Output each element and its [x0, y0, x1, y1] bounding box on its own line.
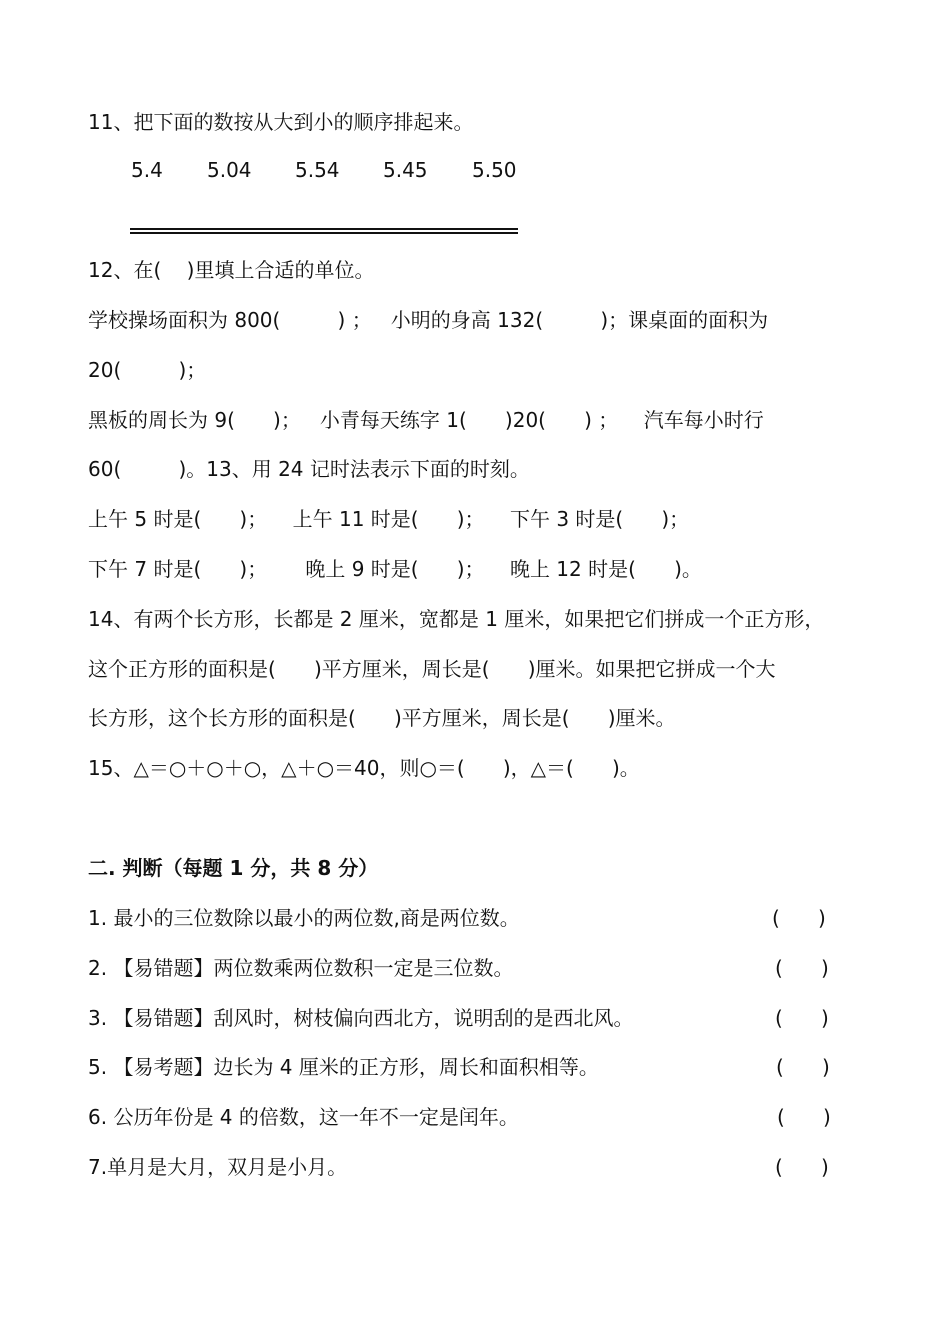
q12-title: 12、在( )里填上合适的单位。	[88, 258, 375, 282]
q11-number: 5.04	[207, 158, 252, 182]
answer-line[interactable]	[130, 228, 518, 236]
q12-line: 学校操场面积为 800( ) ； 小明的身高 132( )；课桌面的面积为	[88, 308, 769, 332]
judgment-item: 7.单月是大月，双月是小月。	[88, 1155, 348, 1179]
q12-line: 20( )；	[88, 358, 207, 382]
q15-line: 15、△＝○＋○＋○，△＋○＝40，则○＝( )，△＝( )。	[88, 756, 640, 780]
answer-paren[interactable]: ( )	[772, 906, 826, 930]
q14-line: 这个正方形的面积是( )平方厘米，周长是( )厘米。如果把它拼成一个大	[88, 657, 776, 681]
answer-paren[interactable]: ( )	[777, 1105, 831, 1129]
q14-line: 长方形，这个长方形的面积是( )平方厘米，周长是( )厘米。	[88, 706, 676, 730]
q11-number: 5.45	[383, 158, 428, 182]
answer-paren[interactable]: ( )	[775, 1006, 829, 1030]
judgment-item: 3. 【易错题】刮风时，树枝偏向西北方，说明刮的是西北风。	[88, 1006, 634, 1030]
judgment-item: 6. 公历年份是 4 的倍数，这一年不一定是闰年。	[88, 1105, 519, 1129]
section2-heading: 二. 判断（每题 1 分，共 8 分）	[88, 856, 379, 880]
q11-number: 5.4	[131, 158, 163, 182]
q12-line: 黑板的周长为 9( )； 小青每天练字 1( )20( ) ； 汽车每小时行	[88, 408, 764, 432]
answer-paren[interactable]: ( )	[775, 956, 829, 980]
judgment-item: 5. 【易考题】边长为 4 厘米的正方形，周长和面积相等。	[88, 1055, 599, 1079]
q11-number: 5.54	[295, 158, 340, 182]
judgment-item: 2. 【易错题】两位数乘两位数积一定是三位数。	[88, 956, 514, 980]
judgment-item: 1. 最小的三位数除以最小的两位数,商是两位数。	[88, 906, 520, 930]
q13-line: 上午 5 时是( )； 上午 11 时是( )； 下午 3 时是( )；	[88, 507, 690, 531]
answer-paren[interactable]: ( )	[775, 1155, 829, 1179]
q13-line: 下午 7 时是( )； 晚上 9 时是( )； 晚上 12 时是( )。	[88, 557, 702, 581]
q12-line: 60( )。13、用 24 记时法表示下面的时刻。	[88, 457, 530, 481]
q11-prompt: 11、把下面的数按从大到小的顺序排起来。	[88, 110, 474, 134]
q11-number: 5.50	[472, 158, 517, 182]
answer-paren[interactable]: ( )	[776, 1055, 830, 1079]
q14-line: 14、有两个长方形，长都是 2 厘米，宽都是 1 厘米，如果把它们拼成一个正方形，	[88, 607, 825, 631]
